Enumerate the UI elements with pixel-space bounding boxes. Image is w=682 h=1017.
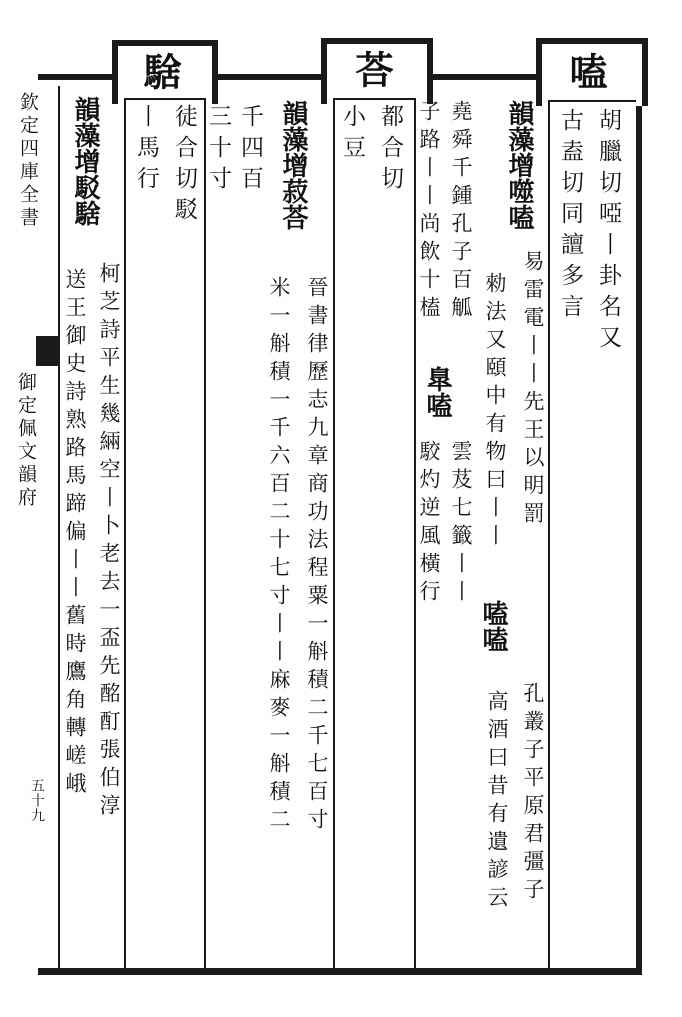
col-rule-2 — [414, 98, 416, 968]
frame-top-mid1 — [205, 74, 327, 80]
col-rule-1 — [548, 100, 550, 968]
column-8-text: 晉書律歷志九章商功法程粟一斛積二千七百寸 — [305, 276, 329, 836]
column-7-a: 都合切 — [377, 104, 403, 197]
column-9-text: 米一斛積一千六百二十七寸丨丨麻麥一斛積二 — [267, 276, 291, 836]
column-4-text-a: 勑法又頤中有物曰丨丨 — [483, 272, 507, 552]
head-rule-left — [124, 98, 204, 100]
fish-tail-marker — [36, 336, 58, 366]
headword-left: 騇 — [137, 52, 182, 90]
column-2: 古盍切同譠多言 — [557, 108, 583, 325]
margin-page-number: 五十九 — [29, 778, 45, 823]
frame-bottom — [38, 968, 642, 975]
column-7-b: 小豆 — [339, 104, 365, 166]
headword-middle: 荅 — [349, 50, 394, 88]
column-3-text-a: 易雷電丨丨先王以明罰 — [521, 250, 545, 530]
column-13-head: 韻藻增駁騇 — [70, 96, 100, 226]
column-3-head: 韻藻增噬嗑 — [504, 100, 534, 230]
head-rule-middle — [333, 98, 415, 100]
column-13-text: 柯芝詩平生幾緉空丨卜老去一盃先酩酊張伯淳 — [97, 262, 121, 822]
column-8-head: 韻藻增菽荅 — [278, 100, 308, 230]
frame-top-left — [38, 74, 118, 80]
column-11: 三十寸 — [205, 104, 231, 197]
col-rule-4 — [204, 98, 206, 968]
column-5-head: 臯嗑 — [422, 366, 452, 418]
column-12-b: 丨馬行 — [133, 104, 159, 197]
margin-book-title: 欽定四庫全書 — [17, 92, 39, 230]
column-5-text-b: 子路丨丨尚飲十榼 — [417, 100, 441, 324]
frame-right — [636, 40, 642, 975]
column-4-head: 嗑嗑 — [478, 600, 508, 652]
column-6: 駮灼逆風橫行 — [417, 440, 441, 608]
column-5-text-a: 堯舜千鍾孔子百觚 — [449, 100, 473, 324]
column-1: 胡臘切啞丨卦名又 — [595, 108, 621, 356]
column-3-text-b: 孔叢子平原君彊子 — [521, 682, 545, 906]
headword-right: 嗑 — [563, 52, 608, 90]
column-12-a: 徒合切駁 — [171, 104, 197, 228]
col-rule-5 — [124, 98, 126, 968]
frame-top-mid2 — [420, 74, 542, 80]
column-5-text-c: 雲芨七籤丨丨 — [449, 440, 473, 608]
column-14-text: 送王御史詩熟路馬蹄偏丨丨舊時鷹角轉嵯峨 — [63, 268, 87, 800]
col-rule-3 — [333, 98, 335, 968]
frame-left-inner — [58, 86, 60, 968]
column-4-text-b: 高酒曰昔有遺諺云 — [485, 690, 509, 914]
column-10: 千四百 — [237, 104, 263, 197]
head-rule-right — [548, 100, 636, 102]
margin-section-title: 御定佩文韻府 — [15, 372, 37, 510]
